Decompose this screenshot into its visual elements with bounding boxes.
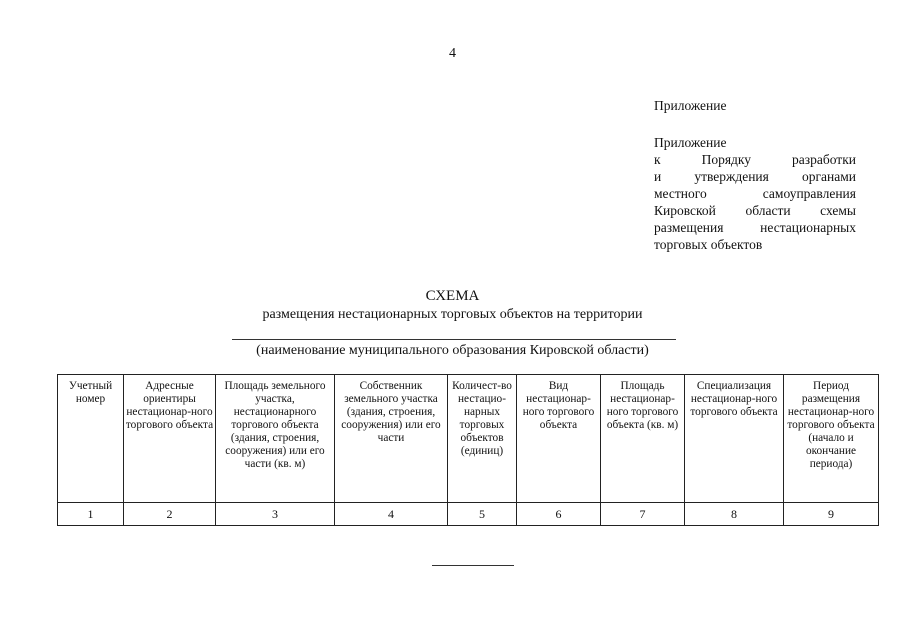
appendix-line: и утверждения органами — [654, 169, 856, 184]
appendix-label: Приложение — [654, 98, 727, 113]
table-number-row — [58, 503, 879, 526]
document-title: СХЕМА — [425, 288, 480, 304]
appendix-line: торговых объектов — [654, 237, 763, 252]
column-number: 7 — [601, 503, 685, 526]
column-number: 1 — [58, 503, 124, 526]
schema-table — [57, 374, 879, 526]
column-number: 2 — [124, 503, 216, 526]
document-subtitle: размещения нестационарных торговых объектов на территории — [262, 307, 643, 322]
header-cell-object-area: Площадь нестационар-ного торгового объекта (кв. м) — [601, 375, 685, 503]
column-number: 8 — [685, 503, 784, 526]
appendix-line: Кировской области схемы — [654, 203, 856, 218]
blank-fill-line — [232, 339, 676, 340]
page-number: 4 — [449, 46, 456, 61]
header-cell-address: Адресные ориентиры нестационар-ного торгового объекта — [124, 375, 216, 503]
appendix-line: размещения нестационарных — [654, 220, 856, 235]
column-number: 9 — [784, 503, 879, 526]
footer-divider — [432, 565, 514, 566]
table-header-row — [58, 375, 879, 503]
column-number: 3 — [216, 503, 335, 526]
blank-fill-caption: (наименование муниципального образования Кировской области) — [256, 343, 649, 358]
appendix-block — [654, 134, 856, 253]
column-number: 6 — [517, 503, 601, 526]
appendix-title: Приложение — [654, 135, 727, 150]
header-cell-quantity: Количест-во нестацио-нарных торговых объектов (единиц) — [448, 375, 517, 503]
header-cell-specialization: Специализация нестационар-ного торгового объекта — [685, 375, 784, 503]
appendix-line: местного самоуправления — [654, 186, 856, 201]
header-cell-account-number: Учетный номер — [58, 375, 124, 503]
header-cell-type: Вид нестационар-ного торгового объекта — [517, 375, 601, 503]
header-cell-land-area: Площадь земельного участка, нестационарного торгового объекта (здания, строения, сооружения) или его части (кв. м) — [216, 375, 335, 503]
header-cell-period: Период размещения нестационар-ного торгового объекта (начало и окончание периода) — [784, 375, 879, 503]
column-number: 5 — [448, 503, 517, 526]
column-number: 4 — [335, 503, 448, 526]
header-cell-owner: Собственник земельного участка (здания, строения, сооружения) или его части — [335, 375, 448, 503]
appendix-line: к Порядку разработки — [654, 152, 856, 167]
